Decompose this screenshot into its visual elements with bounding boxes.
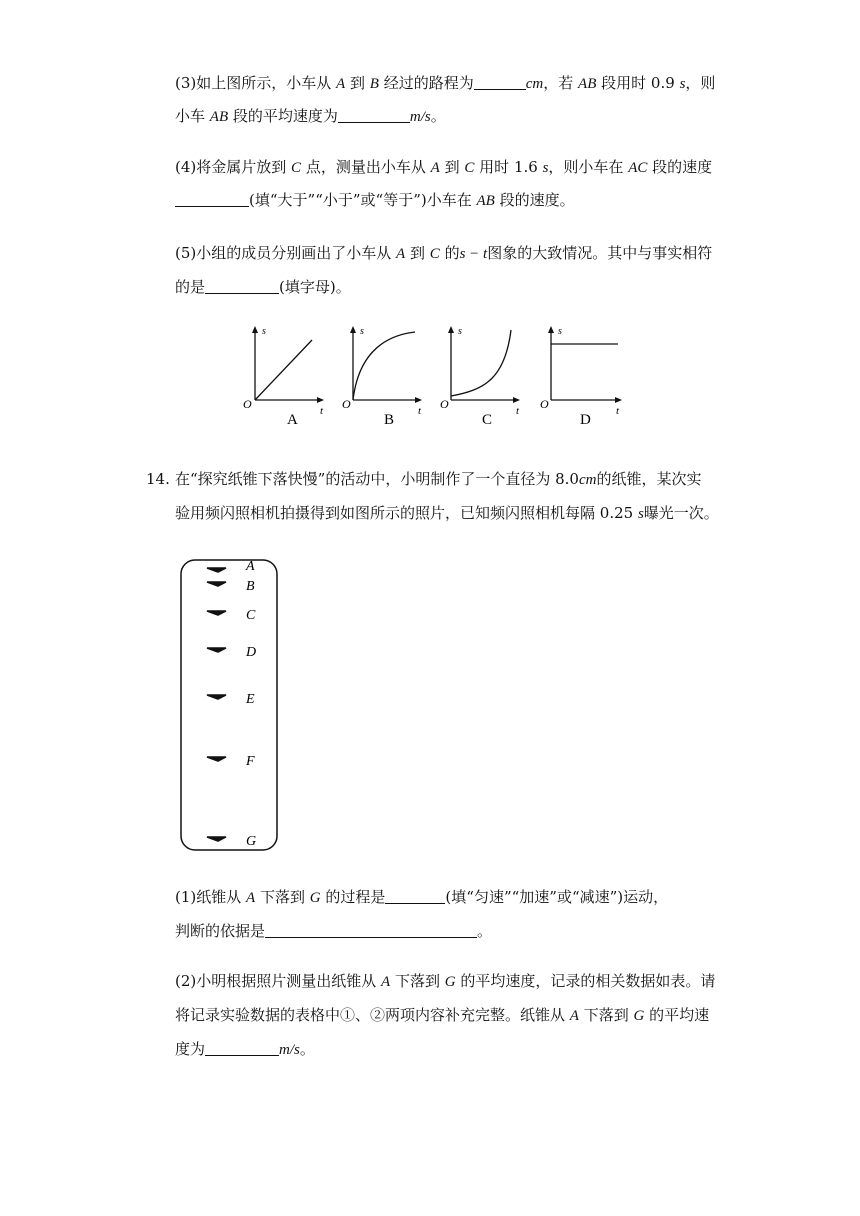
text: 用时 1.6 [479,158,538,176]
origin-label: O [342,397,351,411]
text: 段的平均速度为 [232,107,338,125]
text: 将记录实验数据的表格中①、②两项内容补充完整。纸锥从 [175,1006,566,1024]
axis-t-label: t [616,405,620,417]
text: 验用频闪照相机拍摄得到如图所示的照片，已知频闪照相机每隔 0.25 [175,504,634,522]
text: (5)小组的成员分别画出了小车从 [175,244,392,262]
strobe-photo [175,556,295,856]
part4-line2 [175,189,575,212]
text: (填“匀速”“加速”或“减速”)运动， [445,888,669,906]
text: (2)小明根据照片测量出纸锥从 [175,972,377,990]
origin-label: O [243,397,252,411]
graph-label-c: C [482,412,493,428]
paper-cone-f [207,757,226,761]
text: 度为 [175,1040,206,1058]
text: 小车 [175,107,206,125]
segment-label: AB [578,76,597,92]
formula: s − t [459,246,488,262]
point-label: A [246,890,256,906]
point-label: A [396,246,406,262]
axis-s-label: s [558,326,562,337]
text: 到 [409,244,425,262]
axis-t-label: t [320,405,324,417]
q14-line2 [175,502,719,525]
segment-label: AB [476,193,495,209]
text: ，若 [543,74,574,92]
cone-label-f: F [246,754,255,769]
graph-label-b: B [384,412,395,428]
text: 曝光一次。 [643,504,719,522]
axis-t-label: t [516,405,520,417]
answer-blank[interactable] [175,190,249,207]
point-label: G [633,1008,645,1024]
cone-label-d: D [246,645,257,660]
paper-cone-d [207,648,226,652]
text: 下落到 [259,888,305,906]
paper-cone-a [207,568,226,572]
text: 。 [299,1040,315,1058]
text: (3)如上图所示，小车从 [175,74,332,92]
graph-d [540,326,622,428]
graph-b-curve [353,332,415,400]
point-label: B [369,76,379,92]
text: (1)纸锥从 [175,888,242,906]
axis-s-label: s [262,326,266,337]
st-graphs [0,318,860,438]
part5-line1 [175,242,712,265]
text: 段用时 0.9 [601,74,675,92]
text: 的平均速度，记录的相关数据如表。请 [460,972,716,990]
text: 的是 [175,278,206,296]
text: 段的速度 [652,158,713,176]
answer-blank[interactable] [205,277,279,294]
point-label: C [464,160,475,176]
text: 下落到 [394,972,440,990]
q14-line1 [175,468,701,491]
text: 点，测量出小车从 [305,158,426,176]
q14-part2-line2 [175,1004,709,1027]
question-number: 14. [146,470,170,488]
paper-cone-e [207,695,226,699]
text: 判断的依据是 [175,922,266,940]
text: (4)将金属片放到 [175,158,287,176]
q14-part1-line1 [175,886,668,909]
graph-label-d: D [580,412,591,428]
text: 段的速度。 [499,191,575,209]
text: 经过的路程为 [383,74,474,92]
answer-blank[interactable] [205,1039,279,1056]
part3-line1 [175,72,715,95]
point-label: A [430,160,440,176]
axis-s-label: s [458,326,462,337]
unit: s [637,506,644,522]
answer-blank[interactable] [338,106,410,123]
unit: cm [525,76,544,92]
point-label: G [309,890,321,906]
point-label: A [569,1008,579,1024]
cone-label-a: A [246,559,255,574]
cone-label-e: E [246,692,255,707]
axis-t-label: t [418,405,422,417]
paper-cone-g [207,837,226,841]
text: 的平均速 [649,1006,710,1024]
text: 。 [430,107,446,125]
q14-part1-line2 [175,920,492,942]
unit: m/s [409,109,431,125]
text: 的过程是 [325,888,386,906]
text: 在“探究纸锥下落快慢”的活动中，小明制作了一个直径为 8.0 [175,470,579,488]
paper-cone-c [207,611,226,615]
text: 图象的大致情况。其中与事实相符 [487,244,713,262]
text: 。 [477,922,493,940]
unit: s [542,160,549,176]
unit: s [679,76,686,92]
part4-line1 [175,156,712,179]
text: 到 [349,74,365,92]
q14-part2-line3 [175,1038,315,1061]
answer-blank[interactable] [385,887,445,904]
point-label: G [444,974,456,990]
point-label: C [291,160,302,176]
text: ，则 [685,74,716,92]
text: 到 [444,158,460,176]
graph-c [440,326,520,428]
text: ，则小车在 [548,158,624,176]
graph-a [243,326,324,428]
graph-label-a: A [287,412,298,428]
graph-b [342,326,422,428]
paper-cone-b [207,582,226,586]
text: (填字母)。 [279,278,351,296]
point-label: A [381,974,391,990]
text: 的 [444,244,460,262]
point-label: A [336,76,346,92]
photo-frame [181,560,277,850]
segment-label: AC [628,160,648,176]
part5-line2 [175,276,351,298]
unit: cm [578,472,597,488]
origin-label: O [540,397,549,411]
cone-label-b: B [246,579,255,594]
part3-line2 [175,105,446,128]
text: 的纸锥，某次实 [596,470,702,488]
cone-label-g: G [246,834,257,849]
graph-c-curve [451,330,511,396]
segment-label: AB [209,109,229,125]
answer-blank[interactable] [265,921,477,938]
origin-label: O [440,397,449,411]
axis-s-label: s [360,326,364,337]
graph-a-curve [255,340,312,400]
text: 下落到 [583,1006,629,1024]
unit: m/s [279,1042,300,1058]
q14-part2-line1 [175,970,715,993]
point-label: C [429,246,440,262]
cone-label-c: C [246,608,256,623]
answer-blank[interactable] [474,73,526,90]
text: (填“大于”“小于”或“等于”)小车在 [249,191,472,209]
